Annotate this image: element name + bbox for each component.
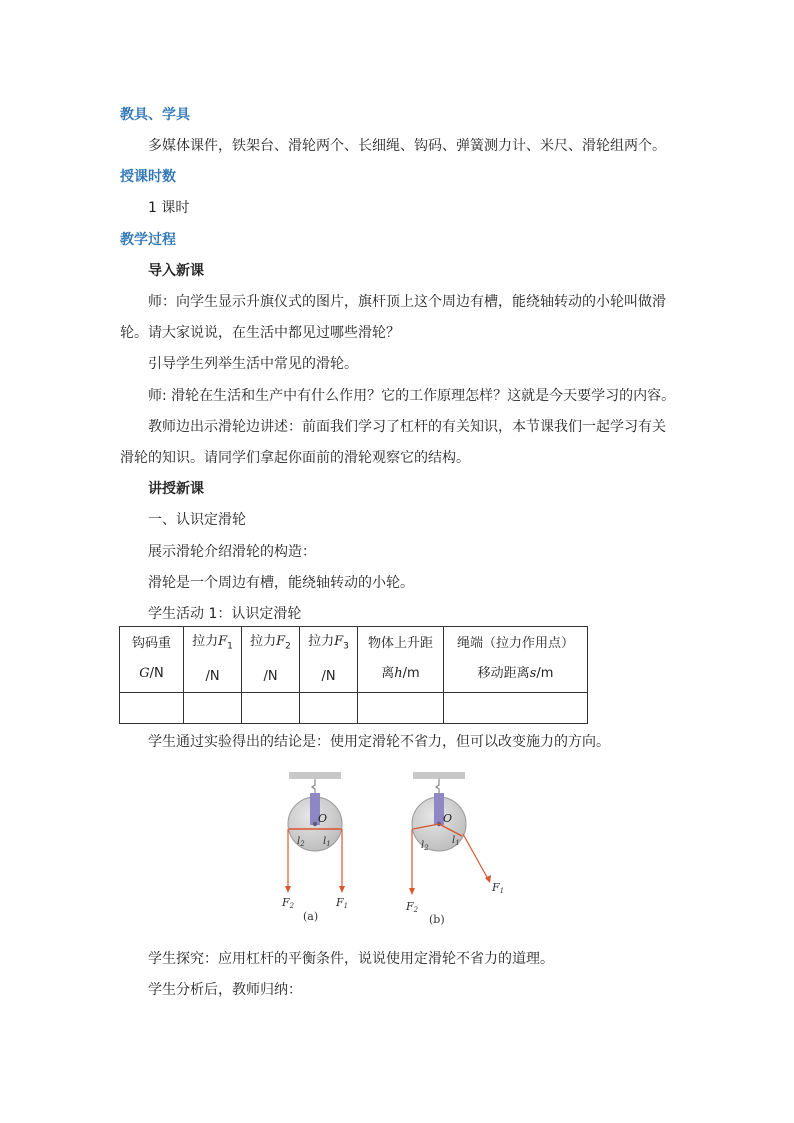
table-row	[120, 692, 588, 723]
lecture-line-2: 展示滑轮介绍滑轮的构造：	[148, 544, 316, 560]
arrow-head	[285, 886, 291, 893]
lecture-line-3: 滑轮是一个周边有槽，能绕轴转动的小轮。	[148, 575, 414, 591]
table-header-cell: 物体上升距 离h/m	[358, 627, 444, 693]
table-header-cell: 拉力$F_3$ /N	[300, 627, 358, 693]
caption-b: (b)	[429, 913, 445, 926]
pulley-data-table	[119, 626, 588, 724]
intro-title: 导入新课	[148, 263, 204, 279]
table-header-cell: 钩码重 G/N	[120, 627, 184, 693]
hours-text: 1 课时	[148, 200, 190, 216]
hook-icon	[436, 779, 439, 793]
table-cell	[184, 692, 242, 723]
table-cell	[120, 692, 184, 723]
label-l1: $l_1$	[452, 835, 460, 847]
hours-heading: 授课时数	[120, 169, 176, 185]
table-cell	[300, 692, 358, 723]
axle	[313, 822, 317, 826]
label-o: O	[443, 812, 453, 825]
closing-paragraph-2: 学生分析后，教师归纳：	[148, 982, 302, 998]
label-f1: F1	[492, 881, 505, 895]
ceiling-bar	[413, 772, 465, 779]
table-cell	[242, 692, 300, 723]
lecture-line-1: 一、认识定滑轮	[148, 512, 246, 528]
label-f1: F1	[336, 896, 349, 910]
label-l2: $l_2$	[421, 840, 429, 852]
hook-icon	[312, 779, 315, 793]
table-header-cell: 绳端（拉力作用点） 移动距离s/m	[444, 627, 588, 693]
label-l2: $l_2$	[297, 836, 305, 848]
process-heading: 教学过程	[120, 232, 176, 248]
tools-heading: 教具、学具	[120, 107, 190, 123]
tools-text: 多媒体课件，铁架台、滑轮两个、长细绳、钩码、弹簧测力计、米尺、滑轮组两个。	[148, 138, 666, 154]
lecture-title: 讲授新课	[148, 481, 204, 497]
table-cell	[358, 692, 444, 723]
caption-a: (a)	[303, 910, 319, 923]
arrow-head	[409, 888, 415, 895]
conclusion-text: 学生通过实验得出的结论是：使用定滑轮不省力，但可以改变施力的方向。	[148, 734, 610, 750]
ceiling-bar	[289, 772, 341, 779]
fixed-pulley-figure	[275, 768, 545, 928]
intro-paragraph-1b: 轮。请大家说说，在生活中都见过哪些滑轮？	[120, 325, 400, 341]
table-header-cell: 拉力$F_2$ /N	[242, 627, 300, 693]
intro-paragraph-4b: 滑轮的知识。请同学们拿起你面前的滑轮观察它的结构。	[120, 450, 470, 466]
arrow-head	[339, 886, 345, 893]
table-row	[120, 627, 588, 693]
intro-paragraph-1a: 师：向学生显示升旗仪式的图片，旗杆顶上这个周边有槽，能绕轴转动的小轮叫做滑	[148, 294, 666, 310]
closing-paragraph-1: 学生探究：应用杠杆的平衡条件，说说使用定滑轮不省力的道理。	[148, 951, 554, 967]
pulley-diagram-b	[405, 772, 504, 926]
label-f2: F2	[406, 900, 419, 914]
label-l1: $l_1$	[323, 836, 331, 848]
table-header-cell: 拉力$F_1$ /N	[184, 627, 242, 693]
lecture-line-4: 学生活动 1：认识定滑轮	[148, 606, 302, 622]
label-f2: F2	[282, 896, 295, 910]
label-o: O	[318, 812, 328, 825]
rope-right	[463, 834, 488, 879]
intro-paragraph-3: 师: 滑轮在生活和生产中有什么作用？它的工作原理怎样？这就是今天要学习的内容。	[148, 388, 676, 404]
intro-paragraph-4a: 教师边出示滑轮边讲述：前面我们学习了杠杆的有关知识，本节课我们一起学习有关	[148, 419, 666, 435]
intro-paragraph-2: 引导学生列举生活中常见的滑轮。	[148, 356, 358, 372]
pulley-diagram-a	[281, 772, 348, 923]
table-cell	[444, 692, 588, 723]
